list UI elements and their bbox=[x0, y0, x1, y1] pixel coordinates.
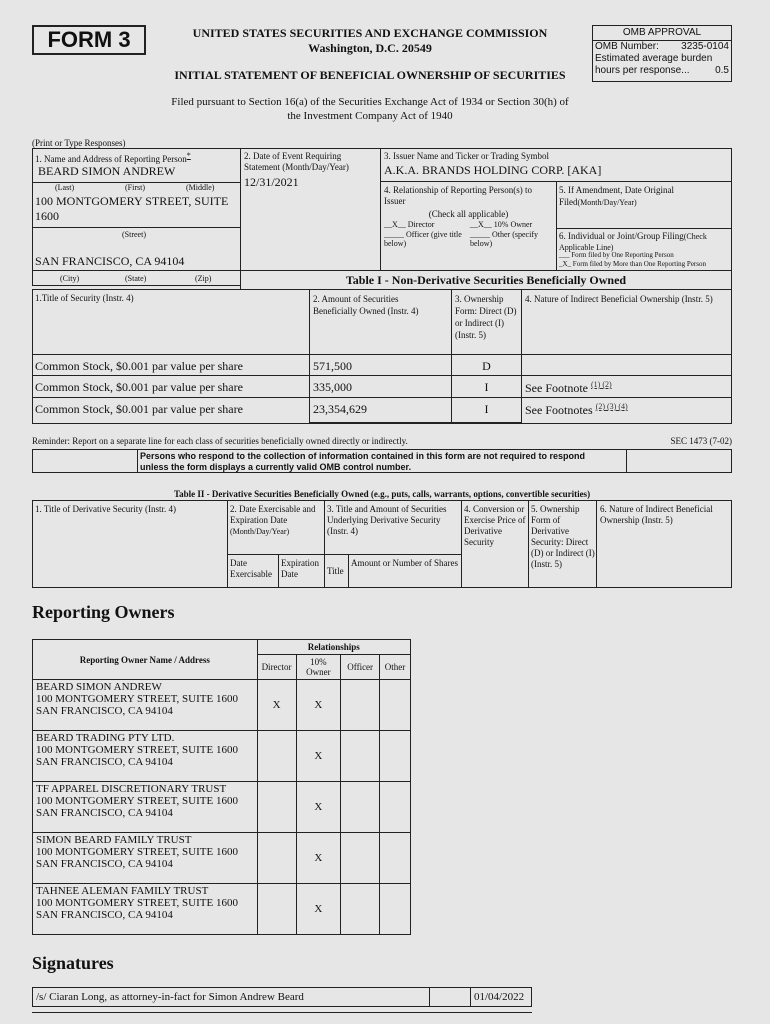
footnote-link[interactable]: (2) (3) (4) bbox=[595, 402, 628, 411]
owner-address: BEARD SIMON ANDREW 100 MONTGOMERY STREET, SUITE 1600 SAN FRANCISCO, CA 94104 bbox=[33, 680, 258, 731]
table2-title: Table II - Derivative Securities Beneficially Owned (e.g., puts, calls, warrants, options, convertible securities) bbox=[173, 489, 591, 499]
persons-notice-left-box bbox=[32, 449, 138, 473]
street-label: (Street) bbox=[122, 230, 146, 239]
table-row bbox=[33, 731, 411, 782]
box4-label-line2: Issuer bbox=[384, 196, 406, 206]
box2-label-line2: Statement (Month/Day/Year) bbox=[244, 162, 349, 172]
box4-other: _____ Other (specify below) bbox=[470, 230, 538, 248]
table1-col2: 2. Amount of Securities Beneficially Owned (Instr. 4) bbox=[313, 294, 419, 316]
filed-pursuant-line1: Filed pursuant to Section 16(a) of the Securities Exchange Act of 1934 or Section 30(h) of bbox=[171, 96, 569, 108]
officer-header: Officer bbox=[341, 655, 380, 680]
security-amount: 23,354,629 bbox=[313, 402, 367, 416]
omb-number-label: OMB Number: bbox=[595, 41, 659, 52]
table2-col3: 3. Title and Amount of Securities Underlying Derivative Security (Instr. 4) bbox=[327, 504, 447, 536]
ownership-form: D bbox=[482, 359, 491, 373]
box5-label-line1: 5. If Amendment, Date Original bbox=[559, 185, 674, 195]
reporting-person-name: BEARD SIMON ANDREW bbox=[38, 164, 176, 178]
box2-label-line1: 2. Date of Event Requiring bbox=[244, 151, 342, 161]
director-mark bbox=[257, 782, 296, 833]
other-header: Other bbox=[380, 655, 411, 680]
omb-approval-box bbox=[592, 25, 732, 82]
signatures-heading: Signatures bbox=[32, 953, 114, 973]
reminder-text: Reminder: Report on a separate line for each class of securities beneficially owned directly or indirectly. bbox=[32, 436, 408, 446]
owner-address: TAHNEE ALEMAN FAMILY TRUST 100 MONTGOMERY STREET, SUITE 1600 SAN FRANCISCO, CA 94104 bbox=[33, 884, 258, 935]
city-label: (City) bbox=[60, 274, 80, 283]
security-amount: 571,500 bbox=[313, 359, 352, 373]
owner-name-header: Reporting Owner Name / Address bbox=[33, 640, 258, 680]
agency-city: Washington, D.C. 20549 bbox=[308, 41, 432, 55]
director-mark bbox=[257, 833, 296, 884]
ten-pct-mark: X bbox=[296, 731, 341, 782]
box6-one-person: ___ Form filed by One Reporting Person bbox=[559, 251, 674, 259]
table1-col1: 1.Title of Security (Instr. 4) bbox=[35, 293, 134, 303]
owner-address: BEARD TRADING PTY LTD. 100 MONTGOMERY STREET, SUITE 1600 SAN FRANCISCO, CA 94104 bbox=[33, 731, 258, 782]
box4-ten-pct: __X__ 10% Owner bbox=[470, 220, 533, 229]
zip-label: (Zip) bbox=[195, 274, 212, 283]
box5-label-line2: Filed(Month/Day/Year) bbox=[559, 197, 637, 207]
event-date: 12/31/2021 bbox=[244, 175, 299, 189]
ownership-form: I bbox=[484, 380, 489, 394]
reporting-owners-table bbox=[32, 639, 411, 935]
ten-pct-mark: X bbox=[296, 782, 341, 833]
table2-col5: 5. Ownership Form of Derivative Security: Direct (D) or Indirect (I) (Instr. 5) bbox=[531, 504, 595, 569]
sec-form-number: SEC 1473 (7-02) bbox=[670, 436, 732, 446]
persons-notice-right-box bbox=[626, 449, 732, 473]
issuer-name: A.K.A. BRANDS HOLDING CORP. [AKA] bbox=[384, 163, 602, 177]
signature-spacer bbox=[429, 987, 471, 1007]
box4-director: __X__ Director bbox=[384, 220, 435, 229]
ownership-nature: See Footnotes $^{(2) (3) (4)}$ bbox=[525, 402, 628, 417]
director-mark bbox=[257, 884, 296, 935]
relationships-header: Relationships bbox=[257, 640, 410, 655]
agency-name: UNITED STATES SECURITIES AND EXCHANGE COMMISSION bbox=[192, 26, 548, 40]
table2-sub-date-exercisable: Date Exercisable bbox=[230, 558, 272, 579]
table1-col3: 3. Ownership Form: Direct (D) or Indirect (I) (Instr. 5) bbox=[455, 294, 517, 340]
security-title: Common Stock, $0.001 par value per share bbox=[35, 380, 243, 394]
form-label-box: FORM 3 bbox=[32, 25, 146, 55]
print-note: (Print or Type Responses) bbox=[32, 138, 126, 148]
form-title: INITIAL STATEMENT OF BENEFICIAL OWNERSHIP OF SECURITIES bbox=[174, 68, 566, 82]
security-title: Common Stock, $0.001 par value per share bbox=[35, 359, 243, 373]
ten-pct-mark: X bbox=[296, 833, 341, 884]
first-label: (First) bbox=[125, 183, 145, 192]
ownership-form: I bbox=[484, 402, 489, 416]
last-label: (Last) bbox=[55, 183, 75, 192]
table2-col4: 4. Conversion or Exercise Price of Derivative Security bbox=[464, 504, 526, 547]
ten-pct-mark: X bbox=[296, 884, 341, 935]
street-line2: 1600 bbox=[35, 209, 59, 223]
reporting-owners-heading: Reporting Owners bbox=[32, 602, 175, 622]
ten-pct-header: 10% Owner bbox=[296, 655, 341, 680]
director-mark: X bbox=[257, 680, 296, 731]
table2-col1: 1. Title of Derivative Security (Instr. 4) bbox=[35, 504, 176, 514]
footnote-link[interactable]: (1) (2) bbox=[591, 380, 612, 389]
table2-sub-title: Title bbox=[327, 566, 344, 576]
table2-col2: 2. Date Exercisable and Expiration Date (Month/Day/Year) bbox=[230, 504, 316, 536]
signature-line: /s/ Ciaran Long, as attorney-in-fact for Simon Andrew Beard bbox=[32, 987, 430, 1007]
signature-date: 01/04/2022 bbox=[470, 987, 532, 1007]
ten-pct-mark: X bbox=[296, 680, 341, 731]
box1-label: 1. Name and Address of Reporting Person* bbox=[35, 151, 191, 164]
box6-more-persons: _X_ Form filed by More than One Reporting Person bbox=[559, 260, 706, 268]
middle-label: (Middle) bbox=[186, 183, 215, 192]
director-header: Director bbox=[257, 655, 296, 680]
table-row bbox=[33, 680, 411, 731]
table2-sub-expiration: Expiration Date bbox=[281, 558, 319, 579]
state-label: (State) bbox=[125, 274, 147, 283]
box3-label: 3. Issuer Name and Ticker or Trading Symbol bbox=[384, 151, 549, 161]
omb-burden-line2: hours per response... bbox=[595, 65, 690, 76]
table2-sub-amount: Amount or Number of Shares bbox=[351, 558, 458, 568]
table2-col6: 6. Nature of Indirect Beneficial Ownership (Instr. 5) bbox=[600, 504, 713, 525]
omb-title: OMB APPROVAL bbox=[593, 26, 731, 41]
table-row bbox=[33, 884, 411, 935]
table-row bbox=[33, 782, 411, 833]
omb-burden-line1: Estimated average burden bbox=[595, 53, 713, 64]
owner-address: TF APPAREL DISCRETIONARY TRUST 100 MONTGOMERY STREET, SUITE 1600 SAN FRANCISCO, CA 94104 bbox=[33, 782, 258, 833]
table1-title: Table I - Non-Derivative Securities Beneficially Owned bbox=[240, 270, 732, 290]
filed-pursuant-line2: the Investment Company Act of 1940 bbox=[287, 110, 453, 122]
table1-col4: 4. Nature of Indirect Beneficial Ownership (Instr. 5) bbox=[525, 294, 713, 304]
table-row bbox=[33, 833, 411, 884]
box4-label-line1: 4. Relationship of Reporting Person(s) to bbox=[384, 185, 532, 195]
street-line1: 100 MONTGOMERY STREET, SUITE bbox=[35, 194, 229, 208]
omb-number-value: 3235-0104 bbox=[681, 41, 729, 52]
owner-address: SIMON BEARD FAMILY TRUST 100 MONTGOMERY STREET, SUITE 1600 SAN FRANCISCO, CA 94104 bbox=[33, 833, 258, 884]
omb-burden-value: 0.5 bbox=[715, 65, 729, 76]
box4-officer: _____ Officer (give title below) bbox=[384, 230, 462, 248]
box6-label: 6. Individual or Joint/Group Filing(Check Applicable Line) bbox=[559, 231, 707, 252]
security-title: Common Stock, $0.001 par value per share bbox=[35, 402, 243, 416]
ownership-nature: See Footnote $^{(1) (2)}$ bbox=[525, 380, 612, 395]
city-state-zip: SAN FRANCISCO, CA 94104 bbox=[35, 254, 185, 268]
persons-notice: Persons who respond to the collection of information contained in this form are not required to respond unless the form displays a currently valid OMB control number. bbox=[137, 449, 627, 473]
director-mark bbox=[257, 731, 296, 782]
security-amount: 335,000 bbox=[313, 380, 352, 394]
box4-check-all: (Check all applicable) bbox=[428, 209, 509, 219]
